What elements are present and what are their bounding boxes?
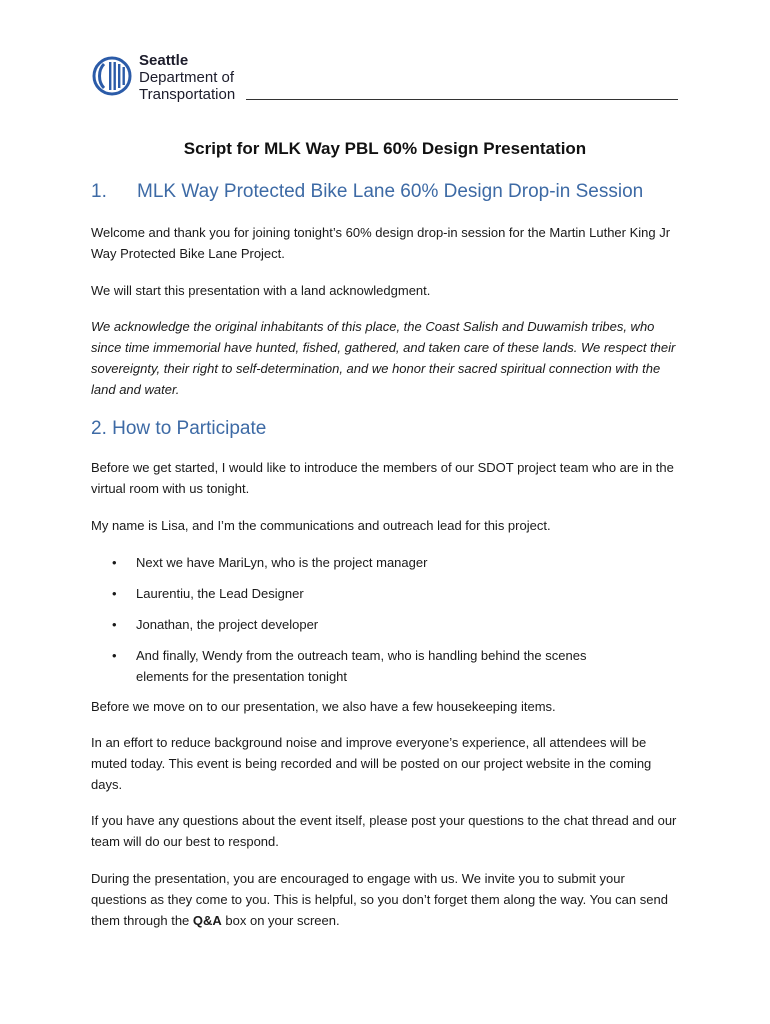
list-item-text: And finally, Wendy from the outreach team, who is handling behind the scenes elements for the presentation tonight <box>136 648 587 684</box>
section-2-paragraph-1: Before we get started, I would like to introduce the members of our SDOT project team who are in the virtual room with us tonight. <box>91 460 674 496</box>
letterhead <box>92 50 678 110</box>
qa-box-label: Q&A <box>192 913 222 928</box>
section-2-paragraph-5: If you have any questions about the event itself, please post your questions to the chat thread and our team will do our best to respond. <box>91 813 677 849</box>
section-2-heading: 2. How to Participate <box>91 418 267 439</box>
section-1-number: 1. <box>91 181 107 202</box>
header-rule <box>246 99 678 100</box>
land-acknowledgment: We acknowledge the original inhabitants of this place, the Coast Salish and Duwamish tribes, who since time immemorial have hunted, fished, gathered, and taken care of these lands. We respect their sovereignty, their right to self-determination, and we honor their sacred spiritual connection with the land and water. <box>91 319 676 397</box>
org-name-line2: Department of <box>139 69 235 86</box>
section-2-paragraph-4: In an effort to reduce background noise and improve everyone’s experience, all attendees will be muted today. This event is being recorded and will be posted on our project website in the coming days. <box>91 735 652 792</box>
list-item-text: Next we have MariLyn, who is the project manager <box>136 555 428 570</box>
seattle-seal-logo <box>92 54 132 98</box>
org-name-line1: Seattle <box>139 52 189 69</box>
document-title: Script for MLK Way PBL 60% Design Presentation <box>183 139 587 158</box>
org-name-line3: Transportation <box>139 86 236 103</box>
org-name <box>139 52 235 103</box>
bullet-icon: • <box>112 617 117 632</box>
bullet-icon: • <box>112 586 117 601</box>
paragraph-6-text-end: box on your screen. <box>221 913 340 928</box>
section-2-paragraph-6 <box>91 868 681 931</box>
paragraph-6-text-start: During the presentation, you are encouraged to engage with us. We invite you to submit your questions as they come to you. This is helpful, so you don’t forget them along the way. You can send them through the <box>91 871 668 928</box>
bullet-icon: • <box>112 555 117 570</box>
list-item-text: Jonathan, the project developer <box>136 617 319 632</box>
section-2-paragraph-2: My name is Lisa, and I’m the communications and outreach lead for this project. <box>91 518 551 533</box>
section-1-heading-text: MLK Way Protected Bike Lane 60% Design Drop-in Session <box>137 181 644 202</box>
section-2-paragraph-3: Before we move on to our presentation, we also have a few housekeeping items. <box>91 699 556 714</box>
list-item-text: Laurentiu, the Lead Designer <box>136 586 304 601</box>
section-1-paragraph-2: We will start this presentation with a land acknowledgment. <box>91 283 431 298</box>
section-1-heading <box>91 181 643 203</box>
section-1-paragraph-1: Welcome and thank you for joining tonight’s 60% design drop-in session for the Martin Luther King Jr Way Protected Bike Lane Project. <box>91 225 671 261</box>
bullet-icon: • <box>112 648 117 663</box>
